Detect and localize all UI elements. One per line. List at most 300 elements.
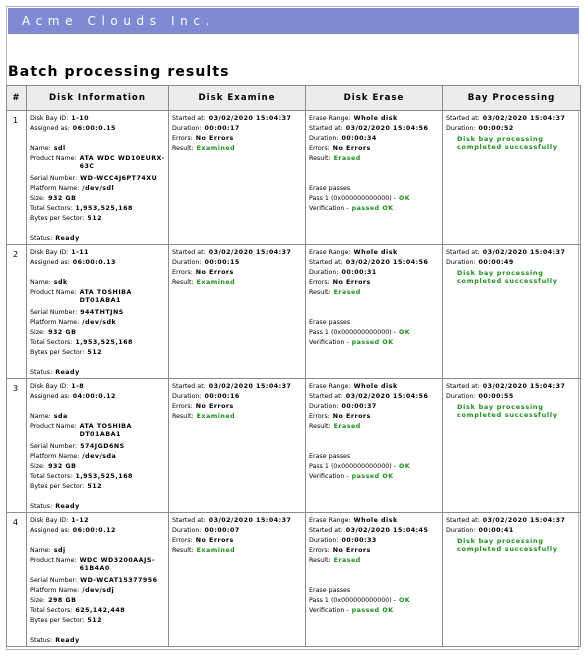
erase-result bbox=[309, 155, 449, 163]
bay-started bbox=[446, 517, 586, 525]
erase-errors bbox=[309, 413, 449, 421]
examine-errors bbox=[172, 135, 312, 143]
examine-started bbox=[172, 383, 312, 391]
platform-name bbox=[30, 185, 170, 193]
erase-pass-1-label: Pass 1 (0x000000000000) - bbox=[309, 597, 396, 604]
erase-passes-heading: Erase passes bbox=[309, 453, 351, 460]
serial-number-value: 574JGD6NS bbox=[80, 443, 125, 450]
erase-result-value: Erased bbox=[333, 557, 361, 564]
col-header-disk-erase: Disk Erase bbox=[306, 86, 443, 111]
disk-status-label: Status: bbox=[30, 503, 53, 510]
erase-errors-value: No Errors bbox=[332, 145, 371, 152]
erase-passes-heading: Erase passes bbox=[309, 185, 351, 192]
examine-started-label: Started at: bbox=[172, 383, 206, 390]
examine-result-value: Examined bbox=[196, 413, 236, 420]
erase-started bbox=[309, 527, 449, 535]
erase-verification-label: Verification - bbox=[309, 205, 349, 212]
assigned-as-label: Assigned as: bbox=[30, 259, 70, 266]
disk-examine-cell bbox=[169, 513, 306, 647]
total-sectors-value: 1,953,525,168 bbox=[75, 205, 133, 212]
erase-errors bbox=[309, 145, 449, 153]
disk-size-value: 932 GB bbox=[48, 463, 77, 470]
bay-processing-cell bbox=[443, 513, 581, 647]
disk-name bbox=[30, 145, 170, 153]
erase-started-value: 03/02/2020 15:04:56 bbox=[345, 125, 429, 132]
serial-number bbox=[30, 175, 170, 183]
bay-started bbox=[446, 383, 586, 391]
examine-started bbox=[172, 517, 312, 525]
bytes-per-sector-value: 512 bbox=[87, 617, 103, 624]
examine-started-value: 03/02/2020 15:04:37 bbox=[208, 249, 292, 256]
examine-duration-value: 00:00:16 bbox=[204, 393, 240, 400]
serial-number-label: Serial Number: bbox=[30, 309, 78, 316]
disk-size bbox=[30, 463, 170, 471]
disk-size bbox=[30, 195, 170, 203]
total-sectors bbox=[30, 473, 170, 481]
erase-range-value: Whole disk bbox=[353, 517, 398, 524]
disk-bay-id bbox=[30, 249, 170, 257]
erase-started bbox=[309, 125, 449, 133]
total-sectors bbox=[30, 205, 170, 213]
erase-result bbox=[309, 423, 449, 431]
erase-duration bbox=[309, 269, 449, 277]
disk-status-value: Ready bbox=[55, 503, 80, 510]
bay-status-message: Disk bay processing completed successfully bbox=[457, 269, 558, 286]
disk-name-label: Name: bbox=[30, 547, 51, 554]
erase-errors-value: No Errors bbox=[332, 413, 371, 420]
row-number-cell bbox=[7, 111, 27, 245]
app-banner bbox=[8, 8, 579, 34]
disk-size-label: Size: bbox=[30, 195, 46, 202]
platform-name bbox=[30, 319, 170, 327]
bay-status-message: Disk bay processing completed successfully bbox=[457, 403, 558, 420]
serial-number-label: Serial Number: bbox=[30, 175, 78, 182]
assigned-as-label: Assigned as: bbox=[30, 393, 70, 400]
examine-duration-label: Duration: bbox=[172, 527, 202, 534]
erase-verification-label: Verification - bbox=[309, 339, 349, 346]
examine-duration-label: Duration: bbox=[172, 125, 202, 132]
examine-duration-value: 00:00:07 bbox=[204, 527, 240, 534]
disk-size-label: Size: bbox=[30, 329, 46, 336]
total-sectors-label: Total Sectors: bbox=[30, 473, 73, 480]
disk-name-label: Name: bbox=[30, 413, 51, 420]
bay-started bbox=[446, 249, 586, 257]
disk-erase-cell bbox=[306, 245, 443, 379]
bytes-per-sector-label: Bytes per Sector: bbox=[30, 349, 85, 356]
erase-duration bbox=[309, 403, 449, 411]
bytes-per-sector-label: Bytes per Sector: bbox=[30, 617, 85, 624]
disk-size-value: 932 GB bbox=[48, 195, 77, 202]
erase-range bbox=[309, 115, 449, 123]
disk-size-value: 298 GB bbox=[48, 597, 77, 604]
erase-verification-label: Verification - bbox=[309, 607, 349, 614]
erase-started bbox=[309, 259, 449, 267]
erase-started-label: Started at: bbox=[309, 527, 343, 534]
disk-erase-cell bbox=[306, 379, 443, 513]
disk-size bbox=[30, 597, 170, 605]
bytes-per-sector-value: 512 bbox=[87, 483, 103, 490]
disk-size bbox=[30, 329, 170, 337]
examine-errors-value: No Errors bbox=[195, 269, 234, 276]
total-sectors-label: Total Sectors: bbox=[30, 607, 73, 614]
bay-duration bbox=[446, 259, 586, 267]
platform-name-label: Platform Name: bbox=[30, 185, 80, 192]
examine-started bbox=[172, 115, 312, 123]
platform-name-label: Platform Name: bbox=[30, 319, 80, 326]
total-sectors-value: 1,953,525,168 bbox=[75, 339, 133, 346]
serial-number-value: 944THTJNS bbox=[80, 309, 124, 316]
bay-started-value: 03/02/2020 15:04:37 bbox=[482, 517, 566, 524]
row-number: 3 bbox=[13, 384, 19, 393]
erase-range-value: Whole disk bbox=[353, 115, 398, 122]
disk-status-value: Ready bbox=[55, 235, 80, 242]
table-row bbox=[7, 245, 581, 379]
erase-result-label: Result: bbox=[309, 155, 331, 162]
platform-name-label: Platform Name: bbox=[30, 587, 80, 594]
bay-started-label: Started at: bbox=[446, 383, 480, 390]
erase-verification-value: passed OK bbox=[351, 205, 394, 212]
bytes-per-sector bbox=[30, 349, 170, 357]
bay-duration bbox=[446, 125, 586, 133]
platform-name-value: /dev/sda bbox=[82, 453, 117, 460]
erase-duration-value: 00:00:34 bbox=[341, 135, 377, 142]
row-number: 4 bbox=[13, 518, 19, 527]
erase-duration-label: Duration: bbox=[309, 403, 339, 410]
examine-duration bbox=[172, 125, 312, 133]
erase-result bbox=[309, 289, 449, 297]
product-name bbox=[30, 423, 170, 439]
disk-bay-id bbox=[30, 115, 170, 123]
product-name-label: Product Name: bbox=[30, 289, 77, 296]
disk-status bbox=[30, 369, 170, 377]
disk-bay-id-label: Disk Bay ID: bbox=[30, 115, 69, 122]
app-title: Acme Clouds Inc. bbox=[22, 14, 215, 28]
erase-duration-label: Duration: bbox=[309, 537, 339, 544]
product-name-value: ATA TOSHIBA DT01ABA1 bbox=[79, 289, 132, 304]
examine-duration-label: Duration: bbox=[172, 259, 202, 266]
erase-verification-label: Verification - bbox=[309, 473, 349, 480]
platform-name-value: /dev/sdj bbox=[82, 587, 115, 594]
examine-result bbox=[172, 547, 312, 555]
examine-result-label: Result: bbox=[172, 547, 194, 554]
disk-bay-id-value: 1-11 bbox=[71, 249, 90, 256]
examine-duration bbox=[172, 259, 312, 267]
disk-name-label: Name: bbox=[30, 145, 51, 152]
erase-result-value: Erased bbox=[333, 423, 361, 430]
product-name-label: Product Name: bbox=[30, 155, 77, 162]
examine-errors bbox=[172, 269, 312, 277]
platform-name-value: /dev/sdl bbox=[82, 185, 115, 192]
erase-started-label: Started at: bbox=[309, 259, 343, 266]
bay-status-message: Disk bay processing completed successfully bbox=[457, 537, 558, 554]
examine-result-label: Result: bbox=[172, 279, 194, 286]
examine-started-value: 03/02/2020 15:04:37 bbox=[208, 115, 292, 122]
assigned-as-label: Assigned as: bbox=[30, 125, 70, 132]
disk-size-label: Size: bbox=[30, 463, 46, 470]
assigned-as-value: 06:00:0.12 bbox=[72, 527, 116, 534]
erase-result-value: Erased bbox=[333, 289, 361, 296]
bay-status-message: Disk bay processing completed successfully bbox=[457, 135, 558, 152]
bytes-per-sector bbox=[30, 617, 170, 625]
examine-errors bbox=[172, 403, 312, 411]
col-header-number: # bbox=[7, 86, 27, 111]
product-name-label: Product Name: bbox=[30, 557, 77, 564]
erase-result-label: Result: bbox=[309, 557, 331, 564]
bay-started bbox=[446, 115, 586, 123]
examine-result-value: Examined bbox=[196, 279, 236, 286]
erase-passes-heading: Erase passes bbox=[309, 587, 351, 594]
erase-range-label: Erase Range: bbox=[309, 517, 351, 524]
disk-examine-cell bbox=[169, 379, 306, 513]
disk-bay-id bbox=[30, 383, 170, 391]
examine-duration bbox=[172, 393, 312, 401]
disk-information-cell bbox=[27, 379, 169, 513]
bay-duration-value: 00:00:55 bbox=[478, 393, 514, 400]
total-sectors bbox=[30, 607, 170, 615]
row-number-cell bbox=[7, 379, 27, 513]
examine-duration-value: 00:00:15 bbox=[204, 259, 240, 266]
serial-number-label: Serial Number: bbox=[30, 577, 78, 584]
erase-started-label: Started at: bbox=[309, 125, 343, 132]
disk-status-label: Status: bbox=[30, 637, 53, 644]
row-number-cell bbox=[7, 513, 27, 647]
erase-passes-heading: Erase passes bbox=[309, 319, 351, 326]
bay-started-value: 03/02/2020 15:04:37 bbox=[482, 249, 566, 256]
platform-name-label: Platform Name: bbox=[30, 453, 80, 460]
erase-verification bbox=[309, 205, 449, 213]
assigned-as bbox=[30, 527, 170, 535]
erase-duration-label: Duration: bbox=[309, 269, 339, 276]
erase-errors-value: No Errors bbox=[332, 547, 371, 554]
total-sectors-label: Total Sectors: bbox=[30, 205, 73, 212]
erase-pass-1-value: OK bbox=[398, 195, 411, 202]
examine-result-label: Result: bbox=[172, 145, 194, 152]
examine-duration-value: 00:00:17 bbox=[204, 125, 240, 132]
bytes-per-sector-value: 512 bbox=[87, 215, 103, 222]
disk-bay-id-value: 1-12 bbox=[71, 517, 90, 524]
examine-result-value: Examined bbox=[196, 145, 236, 152]
platform-name-value: /dev/sdk bbox=[82, 319, 117, 326]
product-name-label: Product Name: bbox=[30, 423, 77, 430]
erase-pass-1-label: Pass 1 (0x000000000000) - bbox=[309, 195, 396, 202]
col-header-bay-processing: Bay Processing bbox=[443, 86, 581, 111]
disk-information-cell bbox=[27, 513, 169, 647]
disk-size-label: Size: bbox=[30, 597, 46, 604]
bay-started-label: Started at: bbox=[446, 249, 480, 256]
assigned-as bbox=[30, 393, 170, 401]
examine-errors-value: No Errors bbox=[195, 537, 234, 544]
table-header-row bbox=[7, 86, 581, 111]
examine-duration bbox=[172, 527, 312, 535]
disk-name-value: sda bbox=[53, 413, 68, 420]
erase-duration-value: 00:00:31 bbox=[341, 269, 377, 276]
erase-verification bbox=[309, 607, 449, 615]
disk-status bbox=[30, 503, 170, 511]
erase-errors bbox=[309, 279, 449, 287]
assigned-as-value: 06:00:0.15 bbox=[72, 125, 116, 132]
erase-result-label: Result: bbox=[309, 423, 331, 430]
examine-started-value: 03/02/2020 15:04:37 bbox=[208, 517, 292, 524]
examine-started bbox=[172, 249, 312, 257]
erase-pass-1-value: OK bbox=[398, 597, 411, 604]
erase-verification-value: passed OK bbox=[351, 339, 394, 346]
disk-bay-id-label: Disk Bay ID: bbox=[30, 249, 69, 256]
table-row bbox=[7, 379, 581, 513]
bay-processing-cell bbox=[443, 111, 581, 245]
disk-bay-id-value: 1-10 bbox=[71, 115, 90, 122]
bay-started-value: 03/02/2020 15:04:37 bbox=[482, 115, 566, 122]
examine-started-label: Started at: bbox=[172, 249, 206, 256]
table-row bbox=[7, 111, 581, 245]
examine-result-label: Result: bbox=[172, 413, 194, 420]
examine-errors-value: No Errors bbox=[195, 403, 234, 410]
erase-range bbox=[309, 249, 449, 257]
erase-pass-1-label: Pass 1 (0x000000000000) - bbox=[309, 463, 396, 470]
bay-duration-label: Duration: bbox=[446, 259, 476, 266]
examine-errors-label: Errors: bbox=[172, 537, 193, 544]
disk-status-label: Status: bbox=[30, 235, 53, 242]
product-name-value: ATA WDC WD10EURX-63C bbox=[79, 155, 165, 170]
product-name bbox=[30, 155, 170, 171]
serial-number bbox=[30, 577, 170, 585]
erase-result-value: Erased bbox=[333, 155, 361, 162]
disk-name bbox=[30, 413, 170, 421]
serial-number-label: Serial Number: bbox=[30, 443, 78, 450]
erase-range-label: Erase Range: bbox=[309, 249, 351, 256]
bay-duration bbox=[446, 527, 586, 535]
serial-number bbox=[30, 309, 170, 317]
examine-started-value: 03/02/2020 15:04:37 bbox=[208, 383, 292, 390]
disk-status-value: Ready bbox=[55, 637, 80, 644]
erase-duration-value: 00:00:33 bbox=[341, 537, 377, 544]
erase-errors bbox=[309, 547, 449, 555]
bay-started-label: Started at: bbox=[446, 115, 480, 122]
examine-started-label: Started at: bbox=[172, 517, 206, 524]
disk-name-value: sdk bbox=[53, 279, 68, 286]
bay-duration-value: 00:00:41 bbox=[478, 527, 514, 534]
erase-pass-1 bbox=[309, 597, 449, 605]
erase-range-label: Erase Range: bbox=[309, 383, 351, 390]
assigned-as-label: Assigned as: bbox=[30, 527, 70, 534]
assigned-as bbox=[30, 259, 170, 267]
disk-information-cell bbox=[27, 111, 169, 245]
col-header-disk-information: Disk Information bbox=[27, 86, 169, 111]
disk-examine-cell bbox=[169, 111, 306, 245]
product-name bbox=[30, 557, 170, 573]
bytes-per-sector-label: Bytes per Sector: bbox=[30, 215, 85, 222]
col-header-disk-examine: Disk Examine bbox=[169, 86, 306, 111]
erase-pass-1 bbox=[309, 329, 449, 337]
serial-number-value: WD-WCC4J6PT74XU bbox=[80, 175, 158, 182]
erase-duration-label: Duration: bbox=[309, 135, 339, 142]
total-sectors-label: Total Sectors: bbox=[30, 339, 73, 346]
examine-started-label: Started at: bbox=[172, 115, 206, 122]
erase-started-value: 03/02/2020 15:04:45 bbox=[345, 527, 429, 534]
erase-errors-label: Errors: bbox=[309, 279, 330, 286]
erase-pass-1-value: OK bbox=[398, 463, 411, 470]
erase-duration bbox=[309, 537, 449, 545]
examine-result bbox=[172, 413, 312, 421]
disk-examine-cell bbox=[169, 245, 306, 379]
assigned-as-value: 04:00:0.12 bbox=[72, 393, 116, 400]
erase-range bbox=[309, 383, 449, 391]
disk-status bbox=[30, 235, 170, 243]
disk-name-value: sdj bbox=[53, 547, 66, 554]
erase-verification-value: passed OK bbox=[351, 473, 394, 480]
erase-errors-label: Errors: bbox=[309, 547, 330, 554]
bay-duration-label: Duration: bbox=[446, 527, 476, 534]
erase-errors-value: No Errors bbox=[332, 279, 371, 286]
bay-duration-label: Duration: bbox=[446, 125, 476, 132]
examine-errors-label: Errors: bbox=[172, 403, 193, 410]
table-row bbox=[7, 513, 581, 647]
bay-duration-value: 00:00:49 bbox=[478, 259, 514, 266]
total-sectors-value: 625,142,448 bbox=[75, 607, 126, 614]
disk-name bbox=[30, 279, 170, 287]
assigned-as-value: 06:00:0.13 bbox=[72, 259, 116, 266]
disk-name-value: sdl bbox=[53, 145, 66, 152]
examine-result bbox=[172, 279, 312, 287]
row-number: 2 bbox=[13, 250, 19, 259]
erase-duration bbox=[309, 135, 449, 143]
disk-status bbox=[30, 637, 170, 645]
erase-started-value: 03/02/2020 15:04:56 bbox=[345, 393, 429, 400]
product-name-value: ATA TOSHIBA DT01ABA1 bbox=[79, 423, 132, 438]
erase-verification bbox=[309, 339, 449, 347]
bytes-per-sector-value: 512 bbox=[87, 349, 103, 356]
erase-pass-1-value: OK bbox=[398, 329, 411, 336]
platform-name bbox=[30, 587, 170, 595]
erase-pass-1-label: Pass 1 (0x000000000000) - bbox=[309, 329, 396, 336]
erase-errors-label: Errors: bbox=[309, 145, 330, 152]
disk-status-label: Status: bbox=[30, 369, 53, 376]
erase-errors-label: Errors: bbox=[309, 413, 330, 420]
erase-range-label: Erase Range: bbox=[309, 115, 351, 122]
results-table bbox=[6, 85, 581, 647]
disk-erase-cell bbox=[306, 513, 443, 647]
disk-bay-id-value: 1-8 bbox=[71, 383, 85, 390]
erase-verification bbox=[309, 473, 449, 481]
disk-name-label: Name: bbox=[30, 279, 51, 286]
assigned-as bbox=[30, 125, 170, 133]
product-name bbox=[30, 289, 170, 305]
examine-errors-label: Errors: bbox=[172, 269, 193, 276]
erase-result-label: Result: bbox=[309, 289, 331, 296]
disk-bay-id-label: Disk Bay ID: bbox=[30, 383, 69, 390]
disk-name bbox=[30, 547, 170, 555]
bay-duration-value: 00:00:52 bbox=[478, 125, 514, 132]
bytes-per-sector-label: Bytes per Sector: bbox=[30, 483, 85, 490]
product-name-value: WDC WD3200AAJS-61B4A0 bbox=[79, 557, 156, 572]
erase-result bbox=[309, 557, 449, 565]
bay-started-value: 03/02/2020 15:04:37 bbox=[482, 383, 566, 390]
bay-processing-cell bbox=[443, 245, 581, 379]
row-number-cell bbox=[7, 245, 27, 379]
total-sectors bbox=[30, 339, 170, 347]
bytes-per-sector bbox=[30, 483, 170, 491]
erase-range-value: Whole disk bbox=[353, 249, 398, 256]
examine-result-value: Examined bbox=[196, 547, 236, 554]
bytes-per-sector bbox=[30, 215, 170, 223]
erase-duration-value: 00:00:37 bbox=[341, 403, 377, 410]
examine-duration-label: Duration: bbox=[172, 393, 202, 400]
erase-pass-1 bbox=[309, 463, 449, 471]
erase-started-value: 03/02/2020 15:04:56 bbox=[345, 259, 429, 266]
platform-name bbox=[30, 453, 170, 461]
erase-started-label: Started at: bbox=[309, 393, 343, 400]
serial-number bbox=[30, 443, 170, 451]
erase-range bbox=[309, 517, 449, 525]
